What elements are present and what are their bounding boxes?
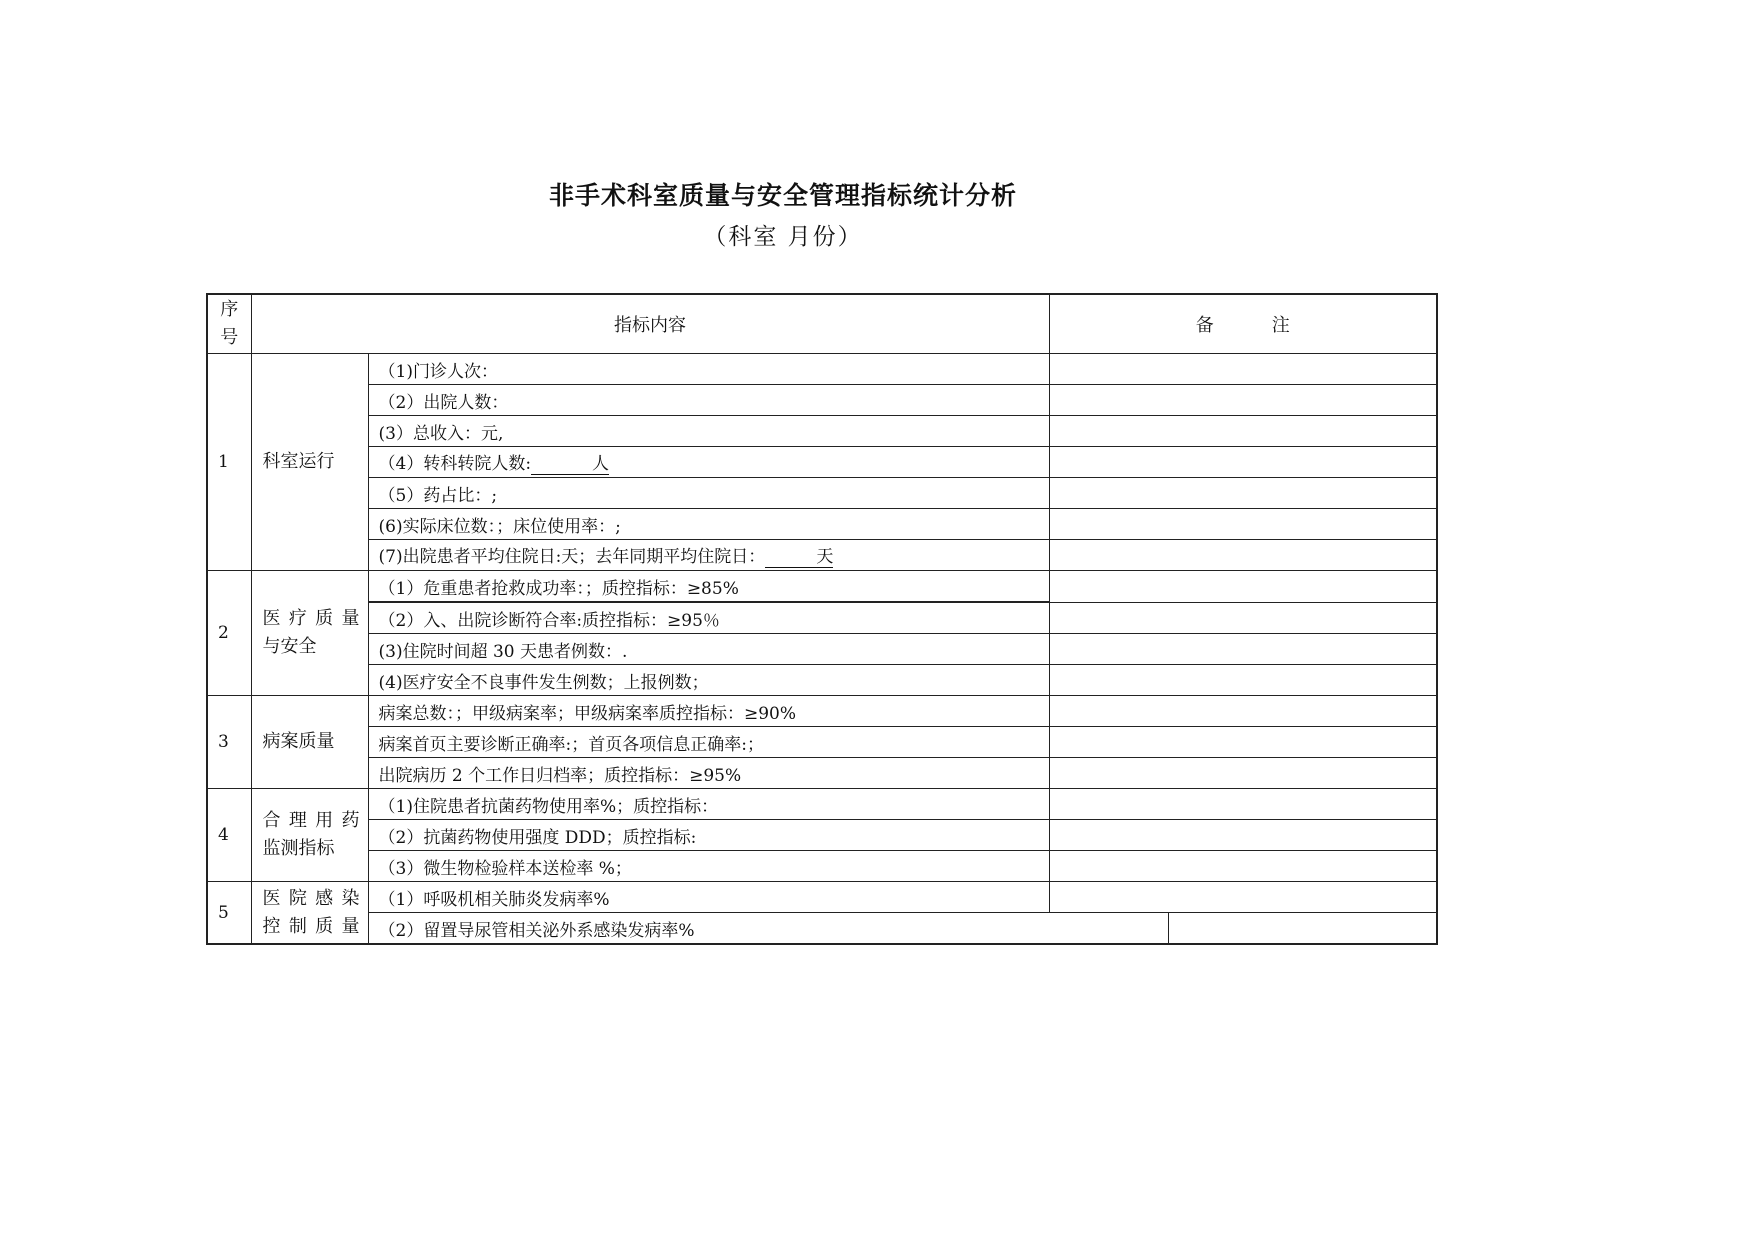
indicator-item: (3)住院时间超 30 天患者例数：. bbox=[368, 634, 1049, 665]
indicator-item bbox=[368, 447, 1049, 478]
table-row bbox=[207, 385, 1437, 416]
section-category-line2: 监测指标 bbox=[262, 838, 335, 859]
section-seq: 2 bbox=[207, 571, 251, 696]
section-seq: 1 bbox=[207, 354, 251, 571]
note-cell bbox=[1049, 727, 1437, 758]
document-title: 非手术科室质量与安全管理指标统计分析 bbox=[548, 181, 1017, 210]
table-row bbox=[207, 758, 1437, 789]
indicator-item: （1)住院患者抗菌药物使用率%；质控指标： bbox=[368, 789, 1049, 820]
indicator-item: （2）出院人数： bbox=[368, 385, 1049, 416]
indicator-table bbox=[206, 293, 1438, 945]
note-cell bbox=[1049, 665, 1437, 696]
header-seq-line1: 序 bbox=[220, 299, 239, 320]
section-category: 病案质量 bbox=[251, 696, 368, 789]
note-cell bbox=[1049, 354, 1437, 385]
table-row bbox=[207, 882, 1437, 913]
note-cell bbox=[1049, 509, 1437, 540]
note-cell bbox=[1049, 820, 1437, 851]
note-cell bbox=[1049, 696, 1437, 727]
table-row bbox=[207, 540, 1437, 571]
indicator-item: (4)医疗安全不良事件发生例数；上报例数； bbox=[368, 665, 1049, 696]
indicator-item: （1）危重患者抢救成功率：；质控指标：≥85% bbox=[368, 571, 1049, 603]
note-cell bbox=[1049, 571, 1437, 603]
table-row bbox=[207, 509, 1437, 540]
section-category-line1: 医 院 感 染 bbox=[262, 887, 360, 909]
note-cell bbox=[1049, 416, 1437, 447]
section-category-line2: 与安全 bbox=[262, 636, 317, 657]
table-row bbox=[207, 913, 1437, 945]
indicator-item: (3）总收入：元, bbox=[368, 416, 1049, 447]
table-row bbox=[207, 696, 1437, 727]
indicator-item: （2）留置导尿管相关泌外系感染发病率% bbox=[368, 913, 1168, 945]
indicator-item: 病案首页主要诊断正确率:；首页各项信息正确率:； bbox=[368, 727, 1049, 758]
section-seq: 3 bbox=[207, 696, 251, 789]
indicator-item: （1)门诊人次： bbox=[368, 354, 1049, 385]
fill-in-blank: 人 bbox=[531, 449, 609, 475]
note-cell bbox=[1049, 385, 1437, 416]
section-category-line1: 医 疗 质 量 bbox=[262, 608, 360, 629]
indicator-item: (6)实际床位数：；床位使用率：; bbox=[368, 509, 1049, 540]
header-note-part1: 备 bbox=[1195, 315, 1214, 336]
note-cell bbox=[1049, 478, 1437, 509]
table-row bbox=[207, 851, 1437, 882]
note-cell bbox=[1049, 540, 1437, 571]
indicator-item-text: （4）转科转院人数: bbox=[378, 454, 532, 474]
header-note-part2: 注 bbox=[1271, 315, 1290, 336]
table-row bbox=[207, 634, 1437, 665]
section-category bbox=[251, 882, 368, 945]
indicator-item: （2）入、出院诊断符合率:质控指标：≥95％ bbox=[368, 602, 1049, 634]
indicator-item: （5）药占比：; bbox=[368, 478, 1049, 509]
indicator-item-text: (7)出院患者平均住院日:天；去年同期平均住院日： bbox=[378, 547, 766, 567]
note-cell bbox=[1049, 851, 1437, 882]
indicator-item: （1）呼吸机相关肺炎发病率% bbox=[368, 882, 1049, 913]
header-content: 指标内容 bbox=[251, 294, 1049, 354]
note-cell bbox=[1049, 882, 1437, 913]
table-row bbox=[207, 571, 1437, 603]
indicator-item: （2）抗菌药物使用强度 DDD；质控指标: bbox=[368, 820, 1049, 851]
note-cell bbox=[1049, 602, 1437, 634]
note-cell bbox=[1049, 634, 1437, 665]
indicator-item: 出院病历 2 个工作日归档率；质控指标：≥95% bbox=[368, 758, 1049, 789]
table-row bbox=[207, 447, 1437, 478]
note-cell bbox=[1049, 758, 1437, 789]
section-category bbox=[251, 571, 368, 696]
table-header-row bbox=[207, 294, 1437, 354]
table-row bbox=[207, 789, 1437, 820]
section-category-line1: 合 理 用 药 bbox=[262, 810, 360, 831]
indicator-item bbox=[368, 540, 1049, 571]
table-row bbox=[207, 665, 1437, 696]
indicator-item: 病案总数：；甲级病案率；甲级病案率质控指标：≥90% bbox=[368, 696, 1049, 727]
note-cell bbox=[1049, 789, 1437, 820]
header-note bbox=[1049, 294, 1437, 354]
table-row bbox=[207, 820, 1437, 851]
header-seq-line2: 号 bbox=[220, 327, 239, 348]
table-row bbox=[207, 416, 1437, 447]
table-row bbox=[207, 354, 1437, 385]
section-category: 科室运行 bbox=[251, 354, 368, 571]
table-row bbox=[207, 727, 1437, 758]
section-seq: 5 bbox=[207, 882, 251, 945]
table-row bbox=[207, 602, 1437, 634]
section-category bbox=[251, 789, 368, 882]
indicator-item: （3）微生物检验样本送检率 %； bbox=[368, 851, 1049, 882]
document-subtitle: （科室 月份） bbox=[703, 224, 863, 250]
section-seq: 4 bbox=[207, 789, 251, 882]
fill-in-blank: 天 bbox=[765, 542, 833, 568]
table-row bbox=[207, 478, 1437, 509]
note-cell bbox=[1168, 913, 1437, 945]
section-category-line2: 控 制 质 量 bbox=[262, 915, 360, 937]
header-seq bbox=[207, 294, 251, 354]
note-cell bbox=[1049, 447, 1437, 478]
